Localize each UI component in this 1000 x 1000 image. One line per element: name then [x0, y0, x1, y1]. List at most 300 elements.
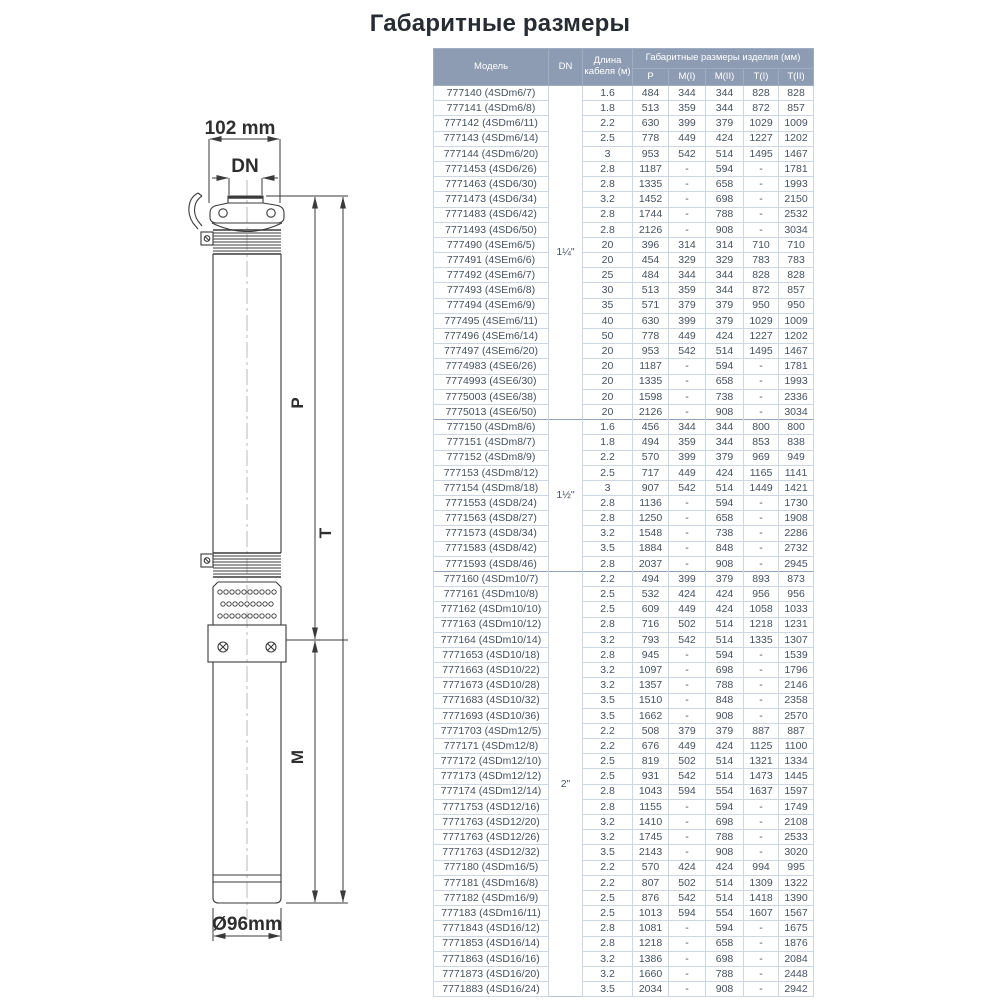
- table-row: [434, 161, 814, 176]
- table-row: [434, 177, 814, 192]
- table-row: [434, 966, 814, 981]
- cable-length-cell: 2.8: [583, 161, 633, 176]
- table-row: [434, 830, 814, 845]
- dimension-value-cell: -: [669, 374, 706, 389]
- model-cell: 777181 (4SDm16/8): [434, 875, 549, 890]
- dimension-value-cell: -: [669, 359, 706, 374]
- cable-length-cell: 50: [583, 329, 633, 344]
- dimension-value-cell: 1781: [779, 359, 814, 374]
- model-cell: 7771573 (4SD8/34): [434, 526, 549, 541]
- dimension-value-cell: 658: [706, 936, 744, 951]
- dn-cell: 1½": [549, 420, 583, 572]
- dimension-value-cell: 2942: [779, 982, 814, 997]
- cable-guard-hook: [189, 193, 202, 229]
- table-row: [434, 313, 814, 328]
- table-row: [434, 450, 814, 465]
- model-cell: 7771863 (4SD16/16): [434, 951, 549, 966]
- dimension-value-cell: -: [669, 921, 706, 936]
- dimension-value-cell: -: [744, 936, 779, 951]
- dimension-value-cell: 1097: [633, 663, 669, 678]
- table-row: [434, 723, 814, 738]
- cable-length-cell: 40: [583, 313, 633, 328]
- dimension-value-cell: -: [669, 496, 706, 511]
- model-cell: 777495 (4SEm6/11): [434, 313, 549, 328]
- table-row: [434, 359, 814, 374]
- cable-length-cell: 2.2: [583, 116, 633, 131]
- dn-cell: 1¼": [549, 86, 583, 420]
- dimension-value-cell: 449: [669, 329, 706, 344]
- dimension-value-cell: 828: [779, 268, 814, 283]
- dimension-value-cell: -: [669, 830, 706, 845]
- table-row: [434, 632, 814, 647]
- dimension-value-cell: 314: [669, 237, 706, 252]
- col-header-t1: T(I): [744, 69, 779, 86]
- dimension-value-cell: -: [744, 663, 779, 678]
- dimension-value-cell: 1467: [779, 344, 814, 359]
- dimension-value-cell: 1335: [633, 177, 669, 192]
- table-row: [434, 404, 814, 419]
- dimension-value-cell: -: [744, 966, 779, 981]
- dimension-value-cell: 1218: [744, 617, 779, 632]
- dimension-value-cell: 594: [706, 921, 744, 936]
- dimension-value-cell: -: [669, 526, 706, 541]
- dimension-value-cell: 995: [779, 860, 814, 875]
- dimension-value-cell: 887: [779, 723, 814, 738]
- model-cell: 777492 (4SEm6/7): [434, 268, 549, 283]
- dimension-value-cell: 908: [706, 845, 744, 860]
- dimension-value-cell: 788: [706, 830, 744, 845]
- table-row: [434, 374, 814, 389]
- table-row: [434, 860, 814, 875]
- table-row: [434, 389, 814, 404]
- dimension-value-cell: 907: [633, 480, 669, 495]
- dimension-value-cell: 424: [706, 602, 744, 617]
- dimension-value-cell: 1449: [744, 480, 779, 495]
- dimension-value-cell: -: [669, 708, 706, 723]
- cable-length-cell: 2.8: [583, 556, 633, 571]
- table-row: [434, 875, 814, 890]
- col-header-dimensions-group: Габаритные размеры изделия (мм): [633, 49, 814, 69]
- dimension-value-cell: 2034: [633, 982, 669, 997]
- dimension-value-cell: 379: [669, 723, 706, 738]
- cable-length-cell: 3.2: [583, 830, 633, 845]
- dimension-value-cell: -: [744, 222, 779, 237]
- dimension-value-cell: 379: [706, 116, 744, 131]
- dimension-value-cell: -: [669, 556, 706, 571]
- cable-length-cell: 2.8: [583, 222, 633, 237]
- dimension-value-cell: -: [669, 982, 706, 997]
- dimension-value-cell: 513: [633, 101, 669, 116]
- table-row: [434, 678, 814, 693]
- dimension-value-cell: 658: [706, 177, 744, 192]
- dimension-value-cell: 1081: [633, 921, 669, 936]
- dimension-value-cell: 2037: [633, 556, 669, 571]
- model-cell: 777151 (4SDm8/7): [434, 435, 549, 450]
- dimension-value-cell: -: [744, 830, 779, 845]
- table-row: [434, 815, 814, 830]
- dimension-value-cell: 449: [669, 739, 706, 754]
- model-cell: 7771673 (4SD10/28): [434, 678, 549, 693]
- model-cell: 777154 (4SDm8/18): [434, 480, 549, 495]
- cable-length-cell: 35: [583, 298, 633, 313]
- dimension-value-cell: 2732: [779, 541, 814, 556]
- dimension-value-cell: 698: [706, 951, 744, 966]
- dimension-value-cell: 502: [669, 875, 706, 890]
- dimension-value-cell: 2945: [779, 556, 814, 571]
- dim-label-dn: DN: [231, 156, 259, 177]
- cable-length-cell: 25: [583, 268, 633, 283]
- dimension-value-cell: -: [744, 982, 779, 997]
- dimension-value-cell: 1309: [744, 875, 779, 890]
- table-header: [434, 49, 814, 86]
- dimension-value-cell: 828: [744, 86, 779, 101]
- model-cell: 7771553 (4SD8/24): [434, 496, 549, 511]
- dimension-value-cell: 344: [669, 420, 706, 435]
- dimension-value-cell: 994: [744, 860, 779, 875]
- model-cell: 7771853 (4SD16/14): [434, 936, 549, 951]
- dimension-value-cell: 956: [779, 587, 814, 602]
- dimension-value-cell: 953: [633, 146, 669, 161]
- model-cell: 777497 (4SEm6/20): [434, 344, 549, 359]
- dimension-value-cell: 379: [706, 572, 744, 587]
- dimension-value-cell: 1009: [779, 313, 814, 328]
- table-row: [434, 511, 814, 526]
- model-cell: 777496 (4SEm6/14): [434, 329, 549, 344]
- model-cell: 7774983 (4SE6/26): [434, 359, 549, 374]
- cable-length-cell: 2.8: [583, 496, 633, 511]
- dimension-value-cell: 344: [706, 435, 744, 450]
- dimensions-table: [433, 48, 813, 997]
- dimension-value-cell: 424: [706, 329, 744, 344]
- dimension-value-cell: 571: [633, 298, 669, 313]
- table-row: [434, 237, 814, 252]
- table-row: [434, 465, 814, 480]
- dimension-value-cell: 738: [706, 526, 744, 541]
- cable-length-cell: 3.2: [583, 678, 633, 693]
- dimension-value-cell: 1637: [744, 784, 779, 799]
- dimension-value-cell: 449: [669, 602, 706, 617]
- table-row: [434, 936, 814, 951]
- dimension-value-cell: -: [744, 693, 779, 708]
- cable-clamp-lower: [201, 554, 213, 567]
- dimension-value-cell: 314: [706, 237, 744, 252]
- table-row: [434, 602, 814, 617]
- model-cell: 777494 (4SEm6/9): [434, 298, 549, 313]
- table-row: [434, 663, 814, 678]
- dimension-value-cell: 1418: [744, 890, 779, 905]
- dimension-value-cell: -: [669, 678, 706, 693]
- cable-clamp-upper: [201, 232, 213, 245]
- cable-length-cell: 2.2: [583, 723, 633, 738]
- dimension-value-cell: 396: [633, 237, 669, 252]
- table-row: [434, 253, 814, 268]
- cable-length-cell: 30: [583, 283, 633, 298]
- dimension-value-cell: 329: [706, 253, 744, 268]
- table-row: [434, 906, 814, 921]
- dimension-value-cell: 514: [706, 875, 744, 890]
- dimension-value-cell: -: [744, 511, 779, 526]
- dimension-value-cell: 1749: [779, 799, 814, 814]
- dimension-value-cell: 1125: [744, 739, 779, 754]
- dimension-value-cell: 1009: [779, 116, 814, 131]
- dimension-value-cell: 399: [669, 450, 706, 465]
- dimension-value-cell: 857: [779, 101, 814, 116]
- dimension-value-cell: -: [669, 845, 706, 860]
- dimension-value-cell: 514: [706, 617, 744, 632]
- table-row: [434, 951, 814, 966]
- cable-length-cell: 3.5: [583, 708, 633, 723]
- dimension-value-cell: 778: [633, 329, 669, 344]
- dimension-value-cell: -: [669, 404, 706, 419]
- dimension-value-cell: 1321: [744, 754, 779, 769]
- dimension-value-cell: -: [744, 404, 779, 419]
- cable-length-cell: 2.8: [583, 647, 633, 662]
- table-row: [434, 268, 814, 283]
- dimension-value-cell: 710: [779, 237, 814, 252]
- dimension-value-cell: 1993: [779, 374, 814, 389]
- dimension-value-cell: 424: [706, 739, 744, 754]
- dimension-value-cell: 399: [669, 313, 706, 328]
- dimension-value-cell: 594: [706, 161, 744, 176]
- dimension-value-cell: 2150: [779, 192, 814, 207]
- dimension-value-cell: 1155: [633, 799, 669, 814]
- dimension-value-cell: 783: [744, 253, 779, 268]
- dimension-value-cell: 949: [779, 450, 814, 465]
- dimension-value-cell: 1141: [779, 465, 814, 480]
- dimension-value-cell: -: [744, 496, 779, 511]
- dimension-value-cell: -: [669, 936, 706, 951]
- dimension-value-cell: 2448: [779, 966, 814, 981]
- dimension-value-cell: 379: [706, 313, 744, 328]
- dimension-value-cell: 969: [744, 450, 779, 465]
- cable-length-cell: 2.8: [583, 799, 633, 814]
- dimension-value-cell: -: [669, 951, 706, 966]
- dimension-value-cell: -: [744, 678, 779, 693]
- model-cell: 7771763 (4SD12/20): [434, 815, 549, 830]
- table-row: [434, 496, 814, 511]
- dimension-value-cell: 1884: [633, 541, 669, 556]
- dimension-value-cell: 542: [669, 480, 706, 495]
- dimension-value-cell: 570: [633, 860, 669, 875]
- dimension-value-cell: -: [669, 192, 706, 207]
- model-cell: 7774993 (4SE6/30): [434, 374, 549, 389]
- dimension-value-cell: 1334: [779, 754, 814, 769]
- dimension-value-cell: 2358: [779, 693, 814, 708]
- dimension-value-cell: -: [669, 799, 706, 814]
- dimension-value-cell: 344: [706, 86, 744, 101]
- dimension-value-cell: 1467: [779, 146, 814, 161]
- dimension-value-cell: -: [744, 708, 779, 723]
- cable-length-cell: 2.5: [583, 131, 633, 146]
- upper-ribbed-collar: [213, 230, 281, 254]
- dimension-value-cell: 950: [744, 298, 779, 313]
- col-header-p: P: [633, 69, 669, 86]
- cable-length-cell: 3.5: [583, 693, 633, 708]
- dimension-value-cell: 788: [706, 966, 744, 981]
- dimension-value-cell: 807: [633, 875, 669, 890]
- model-cell: 7771563 (4SD8/27): [434, 511, 549, 526]
- model-cell: 777174 (4SDm12/14): [434, 784, 549, 799]
- cable-length-cell: 3: [583, 146, 633, 161]
- dimension-value-cell: 778: [633, 131, 669, 146]
- dimension-value-cell: 2143: [633, 845, 669, 860]
- table-row: [434, 116, 814, 131]
- dimension-value-cell: 514: [706, 632, 744, 647]
- model-cell: 777172 (4SDm12/10): [434, 754, 549, 769]
- dimension-value-cell: 950: [779, 298, 814, 313]
- dimension-value-cell: 344: [706, 101, 744, 116]
- table-row: [434, 754, 814, 769]
- dimension-value-cell: 2084: [779, 951, 814, 966]
- dimension-value-cell: 424: [706, 587, 744, 602]
- dimension-value-cell: 514: [706, 769, 744, 784]
- dimension-value-cell: 570: [633, 450, 669, 465]
- dimension-value-cell: -: [744, 951, 779, 966]
- model-cell: 7771753 (4SD12/16): [434, 799, 549, 814]
- dimension-value-cell: 2126: [633, 222, 669, 237]
- dimension-value-cell: 1607: [744, 906, 779, 921]
- dimension-value-cell: -: [669, 815, 706, 830]
- model-cell: 777140 (4SDm6/7): [434, 86, 549, 101]
- table-row: [434, 435, 814, 450]
- flange-bolt-hole-left: [219, 209, 227, 217]
- dimension-value-cell: -: [744, 541, 779, 556]
- model-cell: 7771473 (4SD6/34): [434, 192, 549, 207]
- dimension-value-cell: -: [744, 845, 779, 860]
- dimension-value-cell: -: [744, 177, 779, 192]
- dimension-value-cell: 800: [744, 420, 779, 435]
- dimension-value-cell: 876: [633, 890, 669, 905]
- dimension-value-cell: 698: [706, 815, 744, 830]
- dimension-value-cell: -: [744, 815, 779, 830]
- dimension-value-cell: 1908: [779, 511, 814, 526]
- table-row: [434, 329, 814, 344]
- dimension-value-cell: 698: [706, 192, 744, 207]
- cable-length-cell: 20: [583, 359, 633, 374]
- cable-length-cell: 2.8: [583, 936, 633, 951]
- dimension-value-cell: -: [744, 161, 779, 176]
- model-cell: 777152 (4SDm8/9): [434, 450, 549, 465]
- cable-length-cell: 2.5: [583, 587, 633, 602]
- dimension-value-cell: -: [744, 647, 779, 662]
- pump-body-outline: [189, 193, 286, 903]
- dimension-value-cell: 783: [779, 253, 814, 268]
- dimension-value-cell: 717: [633, 465, 669, 480]
- dimension-value-cell: 359: [669, 101, 706, 116]
- table-row: [434, 541, 814, 556]
- cable-length-cell: 2.8: [583, 617, 633, 632]
- dimension-value-cell: 1136: [633, 496, 669, 511]
- dimension-value-cell: 1730: [779, 496, 814, 511]
- dn-cell: 2": [549, 572, 583, 997]
- dimension-value-cell: 1202: [779, 131, 814, 146]
- dimension-value-cell: 1452: [633, 192, 669, 207]
- dimension-value-cell: 344: [706, 420, 744, 435]
- cable-length-cell: 2.2: [583, 450, 633, 465]
- pump-technical-drawing: [140, 120, 430, 1000]
- dimension-value-cell: 514: [706, 754, 744, 769]
- dimension-value-cell: 908: [706, 556, 744, 571]
- dimension-value-cell: 424: [706, 860, 744, 875]
- dimension-value-cell: 329: [669, 253, 706, 268]
- table-row: [434, 708, 814, 723]
- dimension-value-cell: 1357: [633, 678, 669, 693]
- col-header-m2: M(II): [706, 69, 744, 86]
- dimension-value-cell: 424: [669, 860, 706, 875]
- table-row: [434, 739, 814, 754]
- cable-length-cell: 2.8: [583, 511, 633, 526]
- dimension-value-cell: 456: [633, 420, 669, 435]
- dimension-value-cell: 828: [779, 86, 814, 101]
- dimension-value-cell: 399: [669, 572, 706, 587]
- dimension-value-cell: 819: [633, 754, 669, 769]
- dimension-value-cell: 344: [706, 268, 744, 283]
- cable-length-cell: 1.6: [583, 86, 633, 101]
- dimension-value-cell: 1675: [779, 921, 814, 936]
- col-header-dn: DN: [549, 49, 583, 86]
- dimension-value-cell: -: [744, 556, 779, 571]
- model-cell: 7771843 (4SD16/12): [434, 921, 549, 936]
- model-cell: 777164 (4SDm10/14): [434, 632, 549, 647]
- dimension-value-cell: 594: [706, 496, 744, 511]
- model-cell: 777173 (4SDm12/12): [434, 769, 549, 784]
- dimension-value-cell: 424: [706, 131, 744, 146]
- dimension-value-cell: 1029: [744, 116, 779, 131]
- dimension-value-cell: 2286: [779, 526, 814, 541]
- model-cell: 777150 (4SDm8/6): [434, 420, 549, 435]
- dimension-value-cell: 379: [706, 450, 744, 465]
- cable-length-cell: 3.2: [583, 192, 633, 207]
- page-title: Габаритные размеры: [369, 10, 631, 37]
- dimension-value-cell: 2146: [779, 678, 814, 693]
- dimension-value-cell: 609: [633, 602, 669, 617]
- table-row: [434, 769, 814, 784]
- dimension-value-cell: 359: [669, 283, 706, 298]
- dimension-value-cell: 793: [633, 632, 669, 647]
- dimension-value-cell: -: [669, 222, 706, 237]
- model-cell: 777144 (4SDm6/20): [434, 146, 549, 161]
- cable-length-cell: 2.5: [583, 769, 633, 784]
- dimension-value-cell: 1539: [779, 647, 814, 662]
- dimension-value-cell: 359: [669, 435, 706, 450]
- cable-length-cell: 1.8: [583, 101, 633, 116]
- dimension-value-cell: -: [744, 526, 779, 541]
- cable-length-cell: 20: [583, 253, 633, 268]
- table-row: [434, 101, 814, 116]
- dimension-value-cell: 514: [706, 480, 744, 495]
- dimension-value-cell: 1548: [633, 526, 669, 541]
- dim-label-102mm: 102 mm: [204, 120, 276, 139]
- dimension-value-cell: 931: [633, 769, 669, 784]
- table-row: [434, 845, 814, 860]
- dimension-value-cell: 554: [706, 906, 744, 921]
- dimension-value-cell: 1660: [633, 966, 669, 981]
- table-row: [434, 298, 814, 313]
- dimension-value-cell: 1662: [633, 708, 669, 723]
- cable-length-cell: 20: [583, 404, 633, 419]
- dimension-value-cell: 3034: [779, 404, 814, 419]
- dimension-value-cell: 908: [706, 404, 744, 419]
- dimension-value-cell: 908: [706, 708, 744, 723]
- cable-length-cell: 2.8: [583, 177, 633, 192]
- table-row: [434, 556, 814, 571]
- model-cell: 7771483 (4SD6/42): [434, 207, 549, 222]
- dimension-value-cell: -: [744, 192, 779, 207]
- dimension-value-cell: 594: [706, 799, 744, 814]
- cable-length-cell: 20: [583, 389, 633, 404]
- table-row: [434, 146, 814, 161]
- dimension-value-cell: 788: [706, 678, 744, 693]
